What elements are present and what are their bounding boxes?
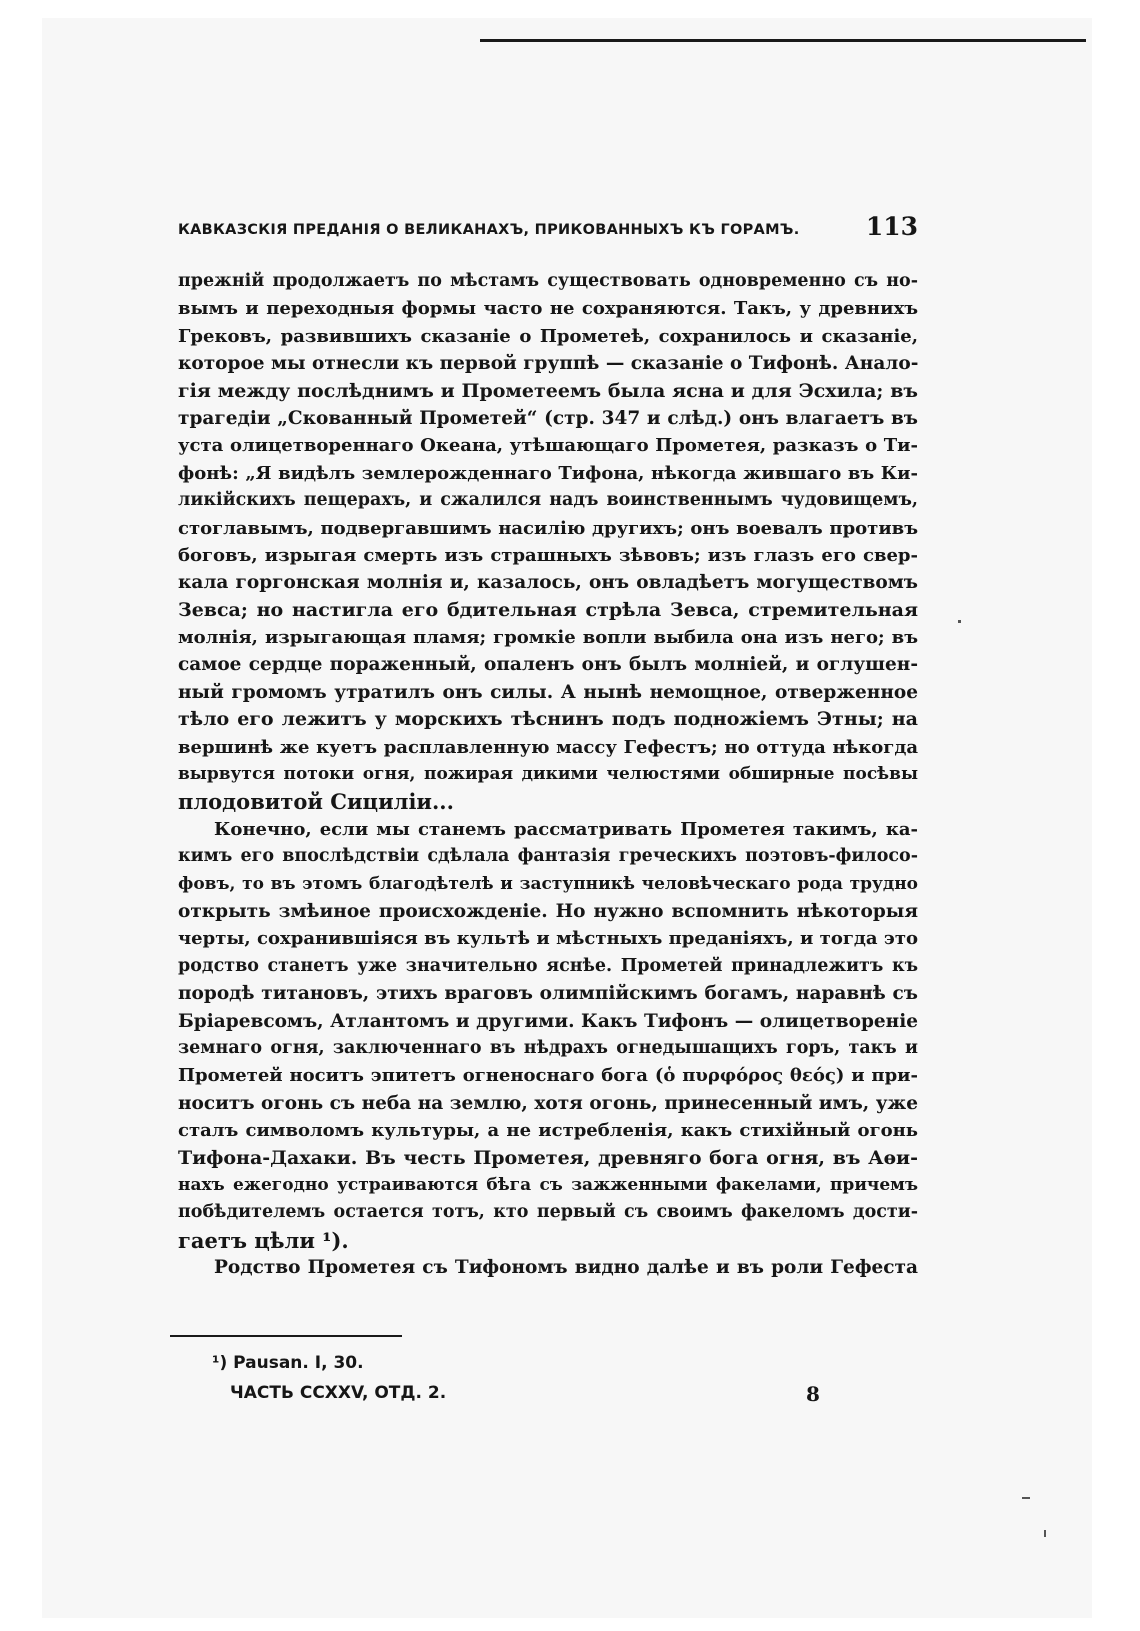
text-line: Грековъ, развившихъ сказаніе о Прометеѣ, сохранилось и сказаніе,	[178, 325, 918, 347]
text-line: ный громомъ утратилъ онъ силы. А нынѣ немощное, отверженное	[178, 681, 918, 703]
text-line: вымъ и переходныя формы часто не сохраняются. Такъ, у древнихъ	[178, 298, 918, 320]
text-line: кала горгонская молнія и, казалось, онъ овладѣетъ могуществомъ	[178, 572, 918, 594]
text-line: гія между послѣднимъ и Прометеемъ была ясна и для Эсхила; въ	[178, 379, 918, 402]
text-line: черты, сохранившіяся въ культѣ и мѣстныхъ преданіяхъ, и тогда это	[178, 928, 918, 950]
text-line: Зевса; но настигла его бдительная стрѣла Зевса, стремительная	[178, 598, 918, 621]
text-line: молнія, изрыгающая пламя; громкіе вопли выбила она изъ него; въ	[178, 627, 918, 649]
text-line: трагедіи „Скованный Прометей“ (стр. 347 и слѣд.) онъ влагаетъ въ	[178, 407, 918, 429]
text-line: гаетъ цѣли ¹).	[178, 1227, 349, 1253]
text-line: побѣдителемъ остается тотъ, кто первый съ своимъ факеломъ дости-	[178, 1202, 918, 1223]
scan-speck	[1044, 1530, 1046, 1537]
text-line: породѣ титановъ, этихъ враговъ олимпійскимъ богамъ, наравнѣ съ	[178, 983, 918, 1005]
text-line: сталъ символомъ культуры, а не истребленія, какъ стихійный огонь	[178, 1120, 918, 1142]
text-line: Бріаревсомъ, Атлантомъ и другими. Какъ Тифонъ — олицетвореніе	[178, 1010, 918, 1032]
text-line: Тифона-Дахаки. Въ честь Прометея, древняго бога огня, въ Аѳи-	[178, 1146, 918, 1169]
text-line: вершинѣ же куетъ расплавленную массу Гефестъ; но оттуда нѣкогда	[178, 736, 918, 758]
text-line: самое сердце пораженный, опаленъ онъ былъ молніей, и оглушен-	[178, 654, 918, 676]
scan-speck	[1022, 1497, 1030, 1499]
text-line: плодовитой Сициліи...	[178, 789, 454, 815]
text-line: носитъ огонь съ неба на землю, хотя огонь, принесенный имъ, уже	[178, 1092, 918, 1114]
text-line: открыть змѣиное происхожденіе. Но нужно вспомнить нѣкоторыя	[178, 900, 918, 922]
text-line: Конечно, если мы станемъ рассматривать Прометея такимъ, ка-	[214, 818, 918, 840]
top-rule	[480, 39, 1086, 42]
text-line: кимъ его впослѣдствіи сдѣлала фантазія греческихъ поэтовъ-филосо-	[178, 846, 918, 867]
footnote: ¹) Pausan. I, 30.	[212, 1353, 364, 1373]
scan-speck	[958, 620, 961, 623]
text-line: Прометей носитъ эпитетъ огненоснаго бога (ὁ πυρφόρος θεός) и при-	[178, 1065, 918, 1087]
text-line: ликійскихъ пещерахъ, и сжалился надъ воинственнымъ чудовищемъ,	[178, 490, 918, 511]
text-line: которое мы отнесли къ первой группѣ — сказаніе о Тифонѣ. Анало-	[178, 353, 918, 375]
signature-line: ЧАСТЬ CCXXV, ОТД. 2.	[230, 1383, 447, 1403]
footnote-rule	[170, 1335, 402, 1337]
text-line: Родство Прометея съ Тифономъ видно далѣе и въ роли Гефеста	[214, 1257, 918, 1279]
text-line: вырвутся потоки огня, пожирая дикими челюстями обширные посѣвы	[178, 764, 918, 785]
signature-mark: 8	[806, 1382, 820, 1406]
text-line: тѣло его лежитъ у морскихъ тѣснинъ подъ подножіемъ Этны; на	[178, 708, 918, 731]
text-line: уста олицетвореннаго Океана, утѣшающаго Прометея, разказъ о Ти-	[178, 435, 918, 457]
running-head: КАВКАЗСКІЯ ПРЕДАНІЯ О ВЕЛИКАНАХЪ, ПРИКОВАННЫХЪ КЪ ГОРАМЪ.	[178, 222, 800, 238]
text-line: родство станетъ уже значительно яснѣе. Прометей принадлежитъ къ	[178, 955, 918, 976]
text-line: земнаго огня, заключеннаго въ нѣдрахъ огнедышащихъ горъ, такъ и	[178, 1037, 918, 1058]
text-line: боговъ, изрыгая смерть изъ страшныхъ зѣвовъ; изъ глазъ его свер-	[178, 544, 918, 566]
body-text	[178, 268, 918, 1281]
text-line: фонѣ: „Я видѣлъ землерожденнаго Тифона, нѣкогда жившаго въ Ки-	[178, 462, 918, 484]
page-number: 113	[865, 212, 918, 241]
text-line: прежній продолжаетъ по мѣстамъ существовать одновременно съ но-	[178, 271, 918, 291]
text-line: нахъ ежегодно устраиваются бѣга съ зажженными факелами, причемъ	[178, 1174, 918, 1195]
text-line: фовъ, то въ этомъ благодѣтелѣ и заступникѣ человѣческаго рода трудно	[178, 873, 918, 894]
page-header	[178, 212, 918, 252]
text-line: стоглавымъ, подвергавшимъ насилію другихъ; онъ воевалъ противъ	[178, 517, 918, 539]
